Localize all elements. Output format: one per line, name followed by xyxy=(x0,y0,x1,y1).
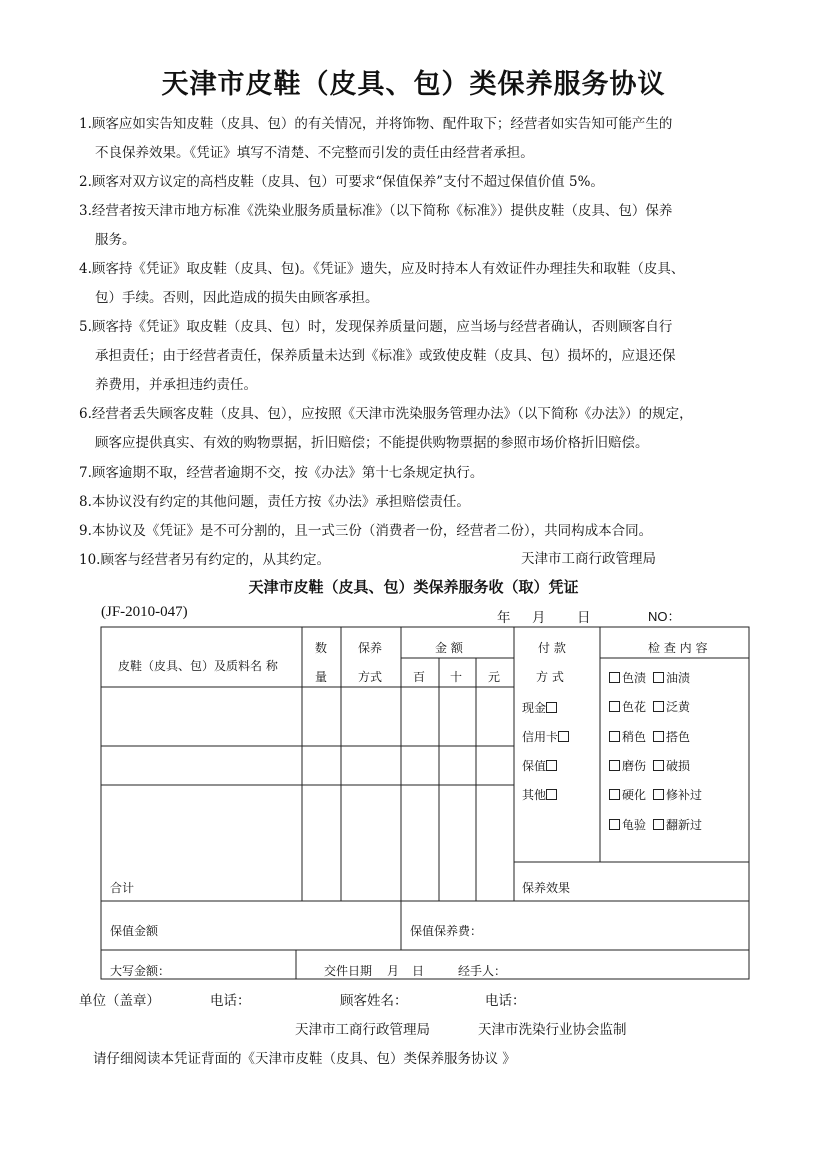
checkbox[interactable] xyxy=(653,760,664,771)
document-title: 天津市皮鞋（皮具、包）类保养服务协议 xyxy=(161,69,666,100)
payment-option-label: 信用卡 xyxy=(522,730,559,744)
yuan-header: 元 xyxy=(488,670,501,684)
clause-continuation-line: 不良保养效果。《凭证》填写不清楚、不完整而引发的责任由经营者承担。 xyxy=(95,145,534,161)
inspect-option[interactable] xyxy=(653,786,702,803)
clause-first-line: 4.顾客持《凭证》取皮鞋（皮具、包)。《凭证》遗失，应及时持本人有效证件办理挂失和取鞋（皮具、 xyxy=(79,261,685,277)
issuer-signature: 天津市工商行政管理局 xyxy=(521,551,656,567)
inspect-option-label: 搭色 xyxy=(666,729,691,744)
inspect-option-label: 修补过 xyxy=(666,788,703,803)
checkbox[interactable] xyxy=(653,789,664,800)
clause-first-line: 9.本协议及《凭证》是不可分割的，且一式三份（消费者一份，经营者二份），共同构成本合同。 xyxy=(79,523,653,539)
checkbox[interactable] xyxy=(609,731,620,742)
customer-phone-label: 电话： xyxy=(485,993,526,1009)
total-label: 合计 xyxy=(110,881,135,895)
inspect-option-label: 龟验 xyxy=(622,817,647,832)
checkbox[interactable] xyxy=(546,789,557,800)
clause-continuation-line: 承担责任；由于经营者责任，保养质量未达到《标准》或致使皮鞋（皮具、包）损坏的，应退还保 xyxy=(95,348,676,364)
capital-amount-label: 大写金额： xyxy=(110,964,171,978)
method-header-bottom: 方式 xyxy=(358,670,383,684)
clause-first-line: 7.顾客逾期不取，经营者逾期不交，按《办法》第十七条规定执行。 xyxy=(79,465,484,481)
inspect-option-label: 泛黄 xyxy=(666,700,691,715)
reading-notice: 请仔细阅读本凭证背面的《天津市皮鞋（皮具、包）类保养服务协议 》 xyxy=(93,1051,516,1067)
checkbox[interactable] xyxy=(609,760,620,771)
customer-name-label: 顾客姓名： xyxy=(340,993,408,1009)
date-day-label: 日 xyxy=(577,610,591,626)
inspect-option[interactable] xyxy=(653,816,702,833)
checkbox[interactable] xyxy=(653,672,664,683)
insured-amount-label: 保值金额 xyxy=(110,924,159,938)
receipt-number-label: NO： xyxy=(648,609,681,624)
checkbox[interactable] xyxy=(653,819,664,830)
inspect-option[interactable] xyxy=(653,728,690,745)
payment-option-other[interactable] xyxy=(522,786,559,803)
payment-option-label: 保值 xyxy=(522,759,547,773)
date-year-label: 年 xyxy=(497,610,511,626)
inspect-option[interactable] xyxy=(609,757,646,774)
inspect-option[interactable] xyxy=(609,816,646,833)
handler-label: 经手人： xyxy=(458,964,507,978)
inspect-option-label: 硬化 xyxy=(622,788,647,803)
inspect-option[interactable] xyxy=(653,669,690,686)
delivery-month-label: 月 xyxy=(387,964,400,978)
inspect-option[interactable] xyxy=(609,698,646,715)
inspect-option[interactable] xyxy=(653,757,690,774)
insured-fee-label: 保值保养费： xyxy=(410,924,483,938)
form-code: (JF-2010-047) xyxy=(101,604,188,620)
supervisor-2: 天津市洗染行业协会监制 xyxy=(478,1022,627,1038)
inspect-option-label: 翻新过 xyxy=(666,817,703,832)
inspect-option-label: 稍色 xyxy=(622,729,647,744)
inspect-option-label: 磨伤 xyxy=(622,758,647,773)
payment-option-label: 其他 xyxy=(522,788,547,802)
inspect-option-label: 破损 xyxy=(666,758,691,773)
clause-first-line: 1.顾客应如实告知皮鞋（皮具、包）的有关情况，并将饰物、配件取下；经营者如实告知可能产生的 xyxy=(79,116,673,132)
checkbox[interactable] xyxy=(653,731,664,742)
unit-seal-label: 单位（盖章） xyxy=(79,993,160,1009)
supervisor-1: 天津市工商行政管理局 xyxy=(295,1022,430,1038)
clause-continuation-line: 养费用，并承担违约责任。 xyxy=(95,377,257,393)
inspect-option[interactable] xyxy=(653,698,690,715)
inspect-option[interactable] xyxy=(609,728,646,745)
receipt-title: 天津市皮鞋（皮具、包）类保养服务收（取）凭证 xyxy=(248,578,579,596)
payment-option-cash[interactable] xyxy=(522,699,559,716)
method-header-top: 保养 xyxy=(358,641,383,655)
inspect-option[interactable] xyxy=(609,786,646,803)
clause-first-line: 6.经营者丢失顾客皮鞋（皮具、包），应按照《天津市洗染服务管理办法》（以下简称《办法》）的规定， xyxy=(79,406,693,422)
clause-continuation-line: 顾客应提供真实、有效的购物票据，折旧赔偿；不能提供购物票据的参照市场价格折旧赔偿。 xyxy=(95,435,649,451)
payment-header-top: 付 款 xyxy=(538,641,566,655)
delivery-date-label: 交件日期 xyxy=(324,964,373,978)
payment-header-bottom: 方 式 xyxy=(536,670,564,684)
clause-continuation-line: 包）手续。否则，因此造成的损失由顾客承担。 xyxy=(95,290,379,306)
delivery-day-label: 日 xyxy=(412,964,425,978)
inspect-option-label: 色渍 xyxy=(622,671,647,685)
clause-continuation-line: 服务。 xyxy=(95,232,136,248)
care-effect-label: 保养效果 xyxy=(522,881,571,895)
item-header: 皮鞋（皮具、包）及质料名 称 xyxy=(118,659,278,673)
tens-header: 十 xyxy=(450,670,463,684)
inspect-option[interactable] xyxy=(609,669,646,686)
clause-first-line: 2.顾客对双方议定的高档皮鞋（皮具、包）可要求“保值保养”支付不超过保值价值 5%。 xyxy=(79,174,604,190)
checkbox[interactable] xyxy=(546,702,557,713)
qty-header-top: 数 xyxy=(315,641,328,655)
qty-header-bottom: 量 xyxy=(315,670,328,684)
checkbox[interactable] xyxy=(558,731,569,742)
hundreds-header: 百 xyxy=(413,670,426,684)
clause-first-line: 5.顾客持《凭证》取皮鞋（皮具、包）时，发现保养质量问题，应当场与经营者确认，否则顾客自行 xyxy=(79,319,673,335)
payment-option-insured[interactable] xyxy=(522,757,559,774)
inspect-option-label: 油渍 xyxy=(666,671,691,685)
unit-phone-label: 电话： xyxy=(210,993,251,1009)
date-month-label: 月 xyxy=(532,610,546,626)
amount-header: 金 额 xyxy=(435,641,463,655)
payment-option-credit-card[interactable] xyxy=(522,728,571,745)
inspect-header: 检 查 内 容 xyxy=(648,641,708,655)
clause-first-line: 8.本协议没有约定的其他问题，责任方按《办法》承担赔偿责任。 xyxy=(79,494,470,510)
checkbox[interactable] xyxy=(546,760,557,771)
checkbox[interactable] xyxy=(609,701,620,712)
checkbox[interactable] xyxy=(609,819,620,830)
clause-first-line: 10.顾客与经营者另有约定的，从其约定。 xyxy=(79,552,330,568)
clause-first-line: 3.经营者按天津市地方标准《洗染业服务质量标准》（以下简称《标准》）提供皮鞋（皮具、包）保养 xyxy=(79,203,673,219)
inspect-option-label: 色花 xyxy=(622,700,647,715)
checkbox[interactable] xyxy=(609,672,620,683)
checkbox[interactable] xyxy=(609,789,620,800)
payment-option-label: 现金 xyxy=(522,701,547,715)
checkbox[interactable] xyxy=(653,701,664,712)
